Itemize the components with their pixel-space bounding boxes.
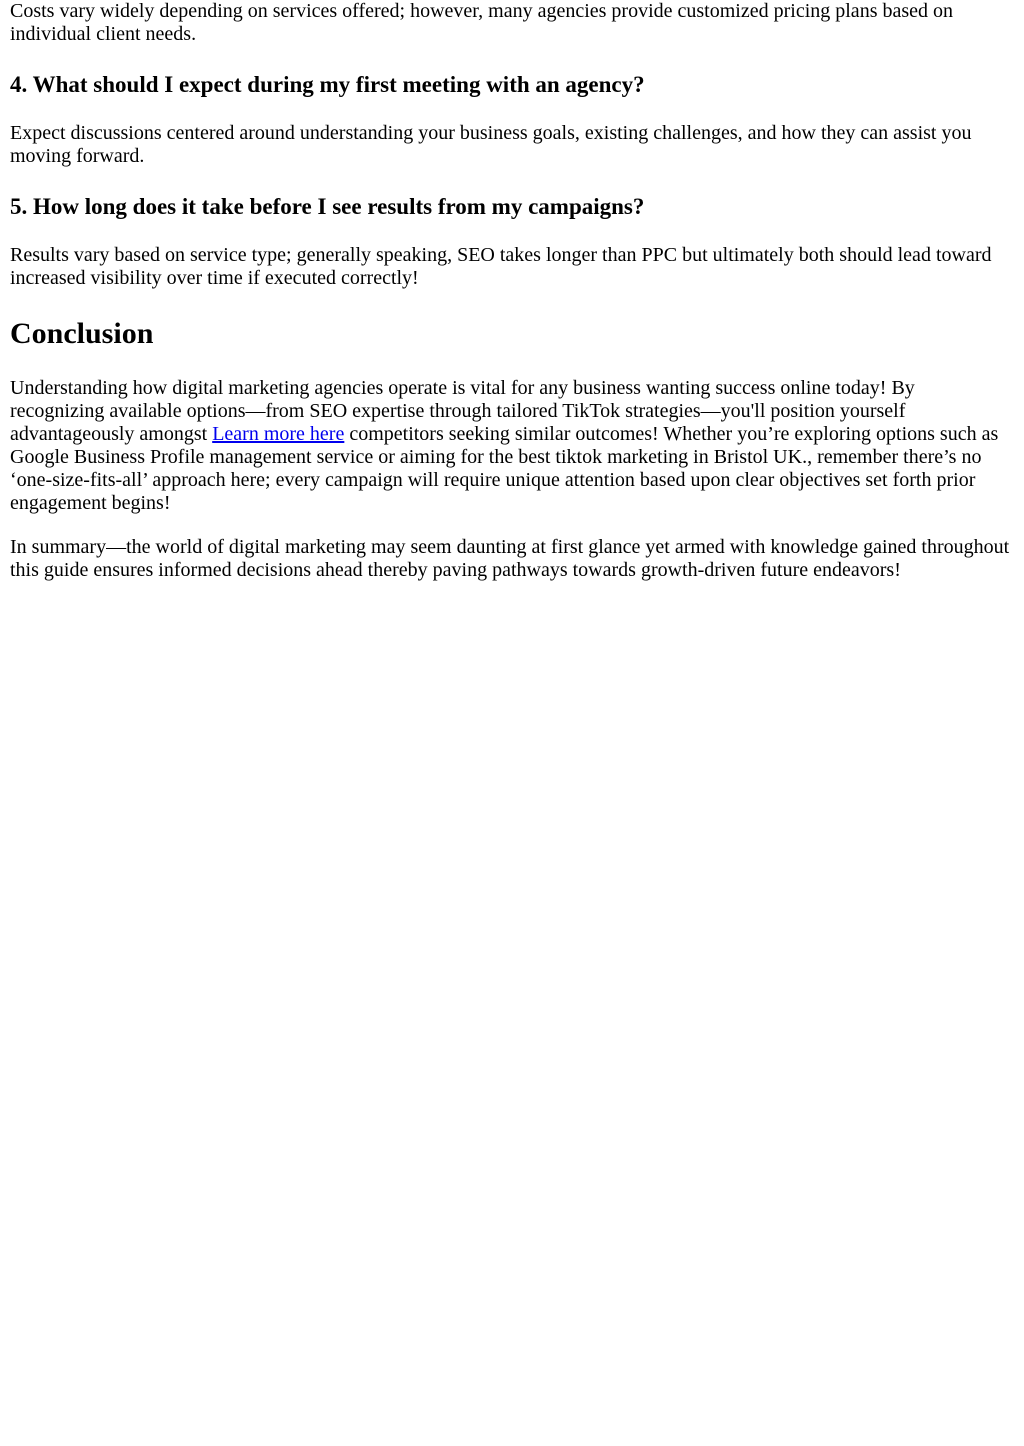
learn-more-link[interactable]: Learn more here [212, 423, 345, 445]
conclusion-paragraph [10, 377, 1014, 515]
faq-question-first-meeting: 4. What should I expect during my first meeting with an agency? [10, 72, 645, 97]
faq-answer-results-timing: Results vary based on service type; generally speaking, SEO takes longer than PPC but ultimately both should lead toward increased visibility over time if executed correctly! [10, 244, 992, 289]
conclusion-heading: Conclusion [10, 317, 154, 350]
summary-paragraph: In summary—the world of digital marketing may seem daunting at first glance yet armed with knowledge gained throughout this guide ensures informed decisions ahead thereby paving pathways towards growth-driven future endeavors! [10, 536, 1010, 581]
faq-answer-costs: Costs vary widely depending on services offered; however, many agencies provide customized pricing plans based on individual client needs. [10, 0, 954, 45]
faq-question-results-timing: 5. How long does it take before I see results from my campaigns? [10, 194, 645, 219]
faq-answer-first-meeting: Expect discussions centered around understanding your business goals, existing challenges, and how they can assist you moving forward. [10, 122, 972, 167]
conclusion-text-after-link: competitors seeking similar outcomes! Whether you’re exploring options such as Google Business Profile management service or aiming for the best tiktok marketing in Bristol UK., remember there’s no ‘one-size-fits-all’ approach here; every campaign will require unique attention based upon clear objectives set forth prior engagement begins! [10, 423, 999, 514]
conclusion-text-before-link: Understanding how digital marketing agencies operate is vital for any business wanting success online today! By recognizing available options—from SEO expertise through tailored TikTok strategies—you'll position yourself advantageously amongst [10, 377, 915, 445]
